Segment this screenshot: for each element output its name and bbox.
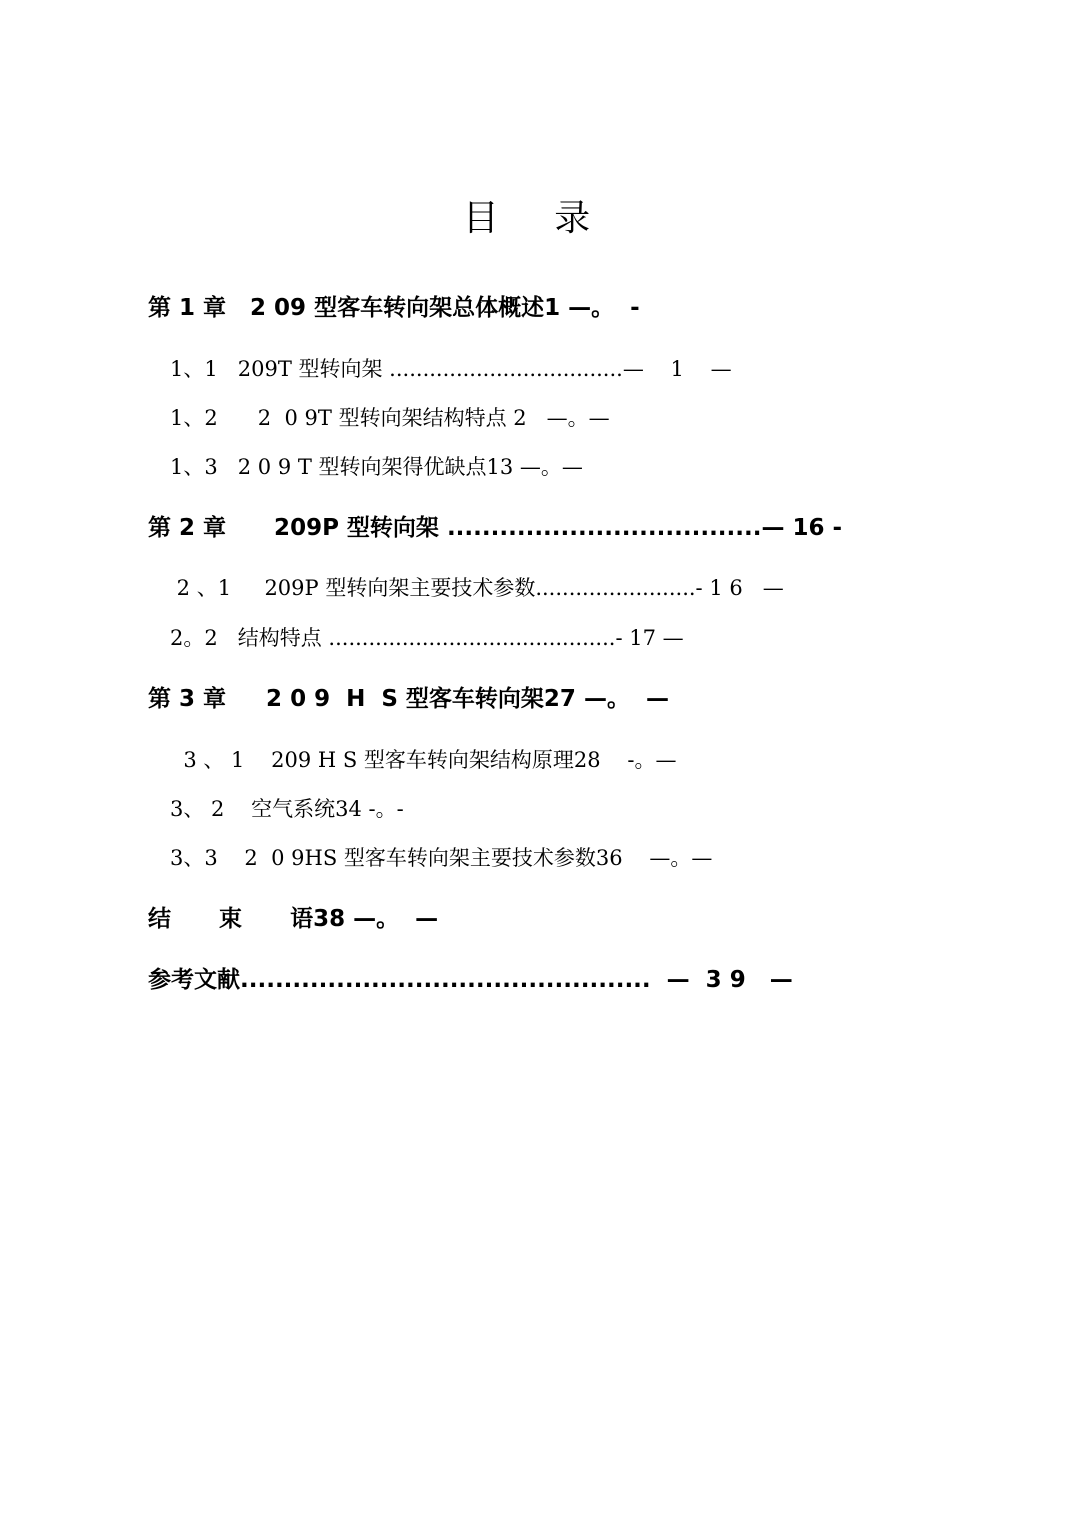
toc-section-2-2[interactable]: 2。2 结构特点 ...........................................- 17 —	[170, 626, 684, 650]
toc-section-3-2[interactable]: 3、 2 空气系统34 -。-	[170, 797, 404, 821]
toc-conclusion[interactable]: 结 束 语38 —。 —	[148, 906, 439, 932]
toc-chapter-2[interactable]: 第 2 章 209P 型转向架 ....................................— 16 -	[148, 515, 843, 541]
toc-chapter-3[interactable]: 第 3 章 2 0 9 H S 型客车转向架27 —。 —	[148, 686, 669, 712]
toc-title: 目 录	[462, 198, 613, 239]
toc-section-1-3[interactable]: 1、3 2 0 9 T 型转向架得优缺点13 —。—	[170, 455, 583, 479]
toc-section-3-1[interactable]: 3 、 1 209 H S 型客车转向架结构原理28 -。—	[170, 748, 677, 772]
toc-section-1-1[interactable]: 1、1 209T 型转向架 ...................................— 1 —	[170, 357, 732, 381]
toc-section-2-1[interactable]: 2 、1 209P 型转向架主要技术参数........................- 1 6 —	[170, 576, 784, 600]
toc-section-3-3[interactable]: 3、3 2 0 9HS 型客车转向架主要技术参数36 —。—	[170, 846, 713, 870]
toc-references[interactable]: 参考文献............................................... — 3 9 —	[148, 967, 793, 993]
toc-chapter-1[interactable]: 第 1 章 2 09 型客车转向架总体概述1 —。 -	[148, 295, 640, 321]
toc-section-1-2[interactable]: 1、2 2 0 9T 型转向架结构特点 2 —。—	[170, 406, 610, 430]
